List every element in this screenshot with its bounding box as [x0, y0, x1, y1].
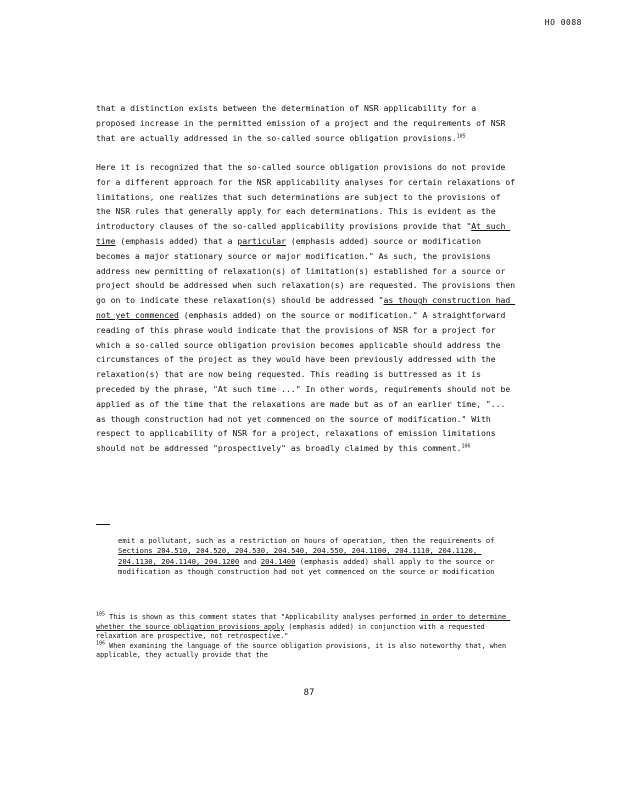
- paragraph-1-text: that a distinction exists between the determination of NSR applicability for a proposed increase in the permitted emission of a project and the requirements of NSR that are actually addressed in the so-called source obligation provisions.: [96, 103, 511, 143]
- quote-text-3: (emphasis added) shall apply to the source or modification as though construction had not yet commenced on the source or modification: [118, 556, 499, 577]
- paragraph-2-text-3: (emphasis added) source or modification becomes a major stationary source or major modification." As such, the provisions address new permitting of relaxation(s) of limitation(s) established for a source or project should be addressed when such relaxation(s) are requested. The provisions then go on to indicate these relaxation(s) should be addressed ": [96, 235, 520, 306]
- footnote-105-text-1: This is shown as this comment states that "Applicability analyses performed: [105, 613, 421, 621]
- footnote-separator: [96, 524, 110, 525]
- quote-text-1: emit a pollutant, such as a restriction on hours of operation, then the requirements of: [118, 536, 499, 545]
- footnote-ref-105: 105: [456, 132, 466, 139]
- emphasis-particular: particular: [237, 235, 287, 246]
- emphasis-as-though-construction: as though construction had not yet commenced: [96, 295, 516, 320]
- paragraph-2-text-4: (emphasis added) on the source or modification." A straightforward reading of this phrase would indicate that the provisions of NSR for a project for which a so-called source obligation provision becomes applicable should address the circumstances of the project as they would have been previously addressed with the relaxation(s) that are now being requested. This reading is buttressed as it is preceded by the phrase, "At such time ..." In other words, requirements should not be applied as of the time that the relaxations are made but as of an earlier time, "... as though construction had not yet commenced on the source of modification." With respect to applicability of NSR for a project, relaxations of emission limitations should not be addressed "prospectively" as broadly claimed by this comment.: [96, 309, 516, 454]
- footnotes: [96, 613, 516, 661]
- paragraph-2-text-1: Here it is recognized that the so-called source obligation provisions do not provide for a different approach for the NSR applicability analyses for certain relaxations of limitations, one realizes that such determinations are subject to the provisions of the NSR rules that generally apply for each determinations. This is evident as the introductory clauses of the so-called applicability provisions provide that ": [96, 162, 520, 232]
- document-code: HO 0088: [544, 18, 582, 27]
- quote-text-2: and: [239, 556, 261, 566]
- footnote-106: [96, 642, 516, 661]
- footnote-105-mark: 105: [96, 611, 106, 618]
- footnote-105: [96, 613, 516, 642]
- emphasis-at-such-time: At such time: [96, 221, 511, 246]
- quote-sections-list: Sections 204.510, 204.520, 204.530, 204.540, 204.550, 204.1100, 204.1110, 204.1120, 204.1130, 204.1140, 204.1200: [118, 546, 482, 566]
- page-number: 87: [303, 688, 315, 698]
- footnote-106-mark: 106: [96, 640, 106, 647]
- paragraph-2: [96, 160, 520, 456]
- footnote-105-emphasis: in order to determine whether the source obligation provisions apply: [96, 613, 511, 631]
- footnote-105-text-2: (emphasis added) in conjunction with a requested relaxation are prospective, not retrospective.": [96, 622, 489, 641]
- quote-section-204-1400: 204.1400: [260, 556, 296, 566]
- paragraph-2-text-2: (emphasis added) that a: [115, 235, 238, 246]
- footnote-106-text: When examining the language of the source obligation provisions, it is also noteworthy that, when applicable, they actually provide that the: [96, 641, 511, 660]
- paragraph-1: [96, 101, 516, 145]
- continued-quotation: [118, 536, 516, 578]
- footnote-ref-106: 106: [461, 443, 471, 450]
